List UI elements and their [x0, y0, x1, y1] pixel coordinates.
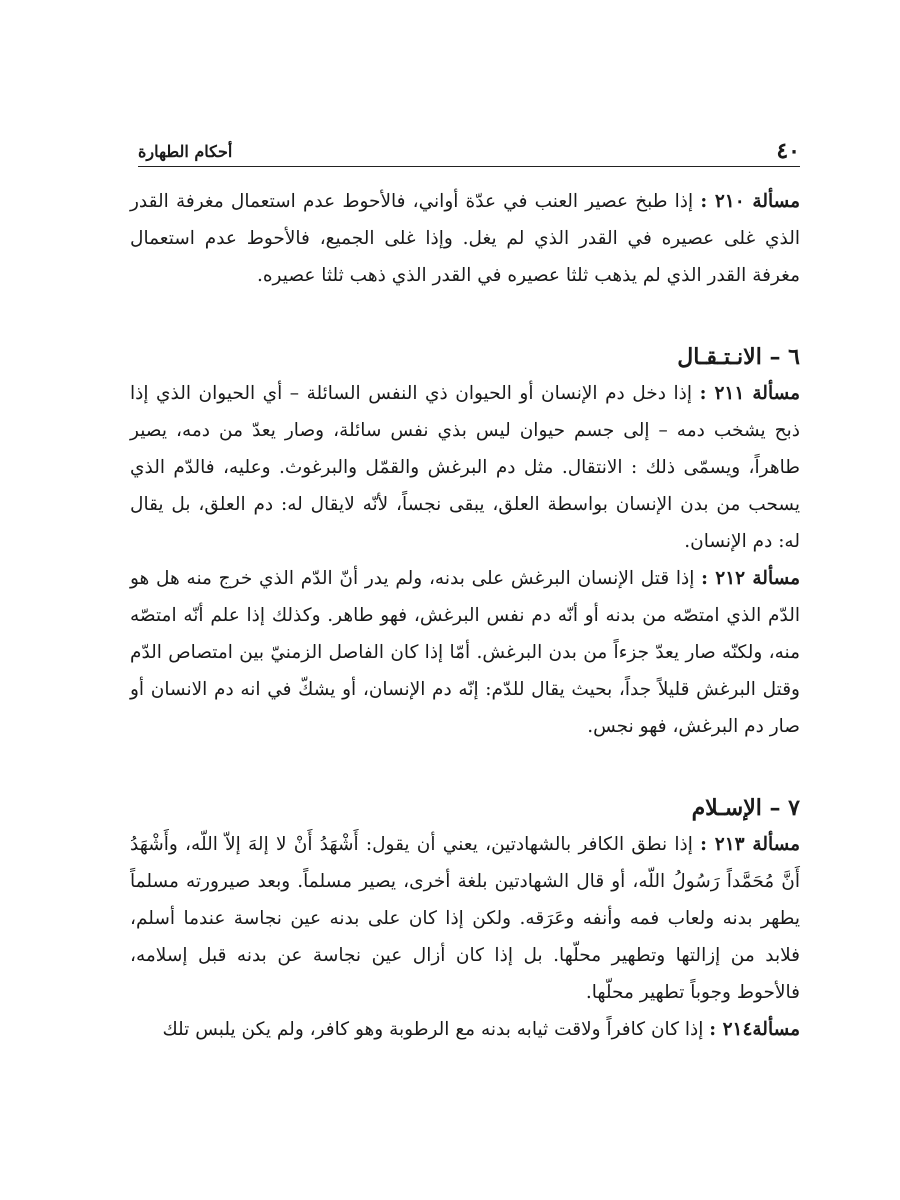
page-number: ٤٠ [776, 138, 800, 164]
running-header [138, 138, 800, 164]
masala-210 [130, 183, 800, 294]
masala-213 [130, 826, 800, 1011]
section-heading-intiqal: ٦ – الانـتـقـال [677, 344, 800, 370]
masala-text: إذا قتل الإنسان البرغش على بدنه، ولم يدر أنّ الدّم الذي خرج منه هل هو الدّم الذي امتصّه من بدنه أو أنّه دم نفس البرغش، فهو طاهر. وكذلك إذا علم أنّه امتصّه منه، ولكنّه صار يعدّ جزءاً من بدن البرغش. أمّا إذا كان الفاصل الزمنيّ بين امتصاص الدّم وقتل البرغش قليلاً جداً، بحيث يقال للدّم: إنّه دم الإنسان، أو يشكّ في انه دم الانسان أو صار دم البرغش، فهو نجس. [130, 568, 800, 737]
masala-text: إذا كان كافراً ولاقت ثيابه بدنه مع الرطوبة وهو كافر، ولم يكن يلبس تلك [162, 1019, 704, 1040]
running-title: أحكام الطهارة [138, 142, 233, 161]
masala-text: إذا طبخ عصير العنب في عدّة أواني، فالأحوط عدم استعمال مغرفة القدر الذي غلى عصيره في القدر الذي لم يغل. وإذا غلى الجميع، فالأحوط عدم استعمال مغرفة القدر الذي لم يذهب ثلثا عصيره في القدر الذي ذهب ثلثا عصيره. [130, 191, 800, 286]
masala-label: مسألة ٢١١ : [699, 383, 800, 404]
masala-label: مسألة ٢١٣ : [700, 834, 800, 855]
masala-text: إذا دخل دم الإنسان أو الحيوان ذي النفس السائلة – أي الحيوان الذي إذا ذبح يشخب دمه – إلى جسم حيوان ليس بذي نفس سائلة، وصار يعدّ من دمه، يصير طاهراً، ويسمّى ذلك : الانتقال. مثل دم البرغش والقمّل والبرغوث. وعليه، فالدّم الذي يسحب من بدن الإنسان بواسطة العلق، يبقى نجساً، لأنّه لايقال له: دم العلق، بل يقال له: دم الإنسان. [130, 383, 800, 552]
masala-label: مسألة ٢١٢ : [701, 568, 800, 589]
masala-212 [130, 560, 800, 745]
page-body [130, 183, 800, 1048]
masala-label: مسألة٢١٤ : [709, 1019, 800, 1040]
section-heading-islam: ٧ – الإسـلام [691, 795, 800, 821]
masala-label: مسألة ٢١٠ : [700, 191, 801, 212]
header-rule [138, 166, 800, 167]
masala-text: إذا نطق الكافر بالشهادتين، يعني أن يقول: أَشْهَدُ أَنْ لا إلهَ إلاّ اللّه، وأَشْهَدُ أَنَّ مُحَمَّداً رَسُولُ اللّه، أو قال الشهادتين بلغة أخرى، يصير مسلماً. وبعد صيرورته مسلماً يطهر بدنه ولعاب فمه وأنفه وعَرَقه. ولكن إذا كان على بدنه عين نجاسة عندما أسلم، فلابد من إزالتها وتطهير محلّها. بل إذا كان أزال عين نجاسة عن بدنه قبل إسلامه، فالأحوط وجوباً تطهير محلّها. [130, 834, 800, 1003]
masala-211 [130, 375, 800, 560]
masala-214 [130, 1011, 800, 1048]
